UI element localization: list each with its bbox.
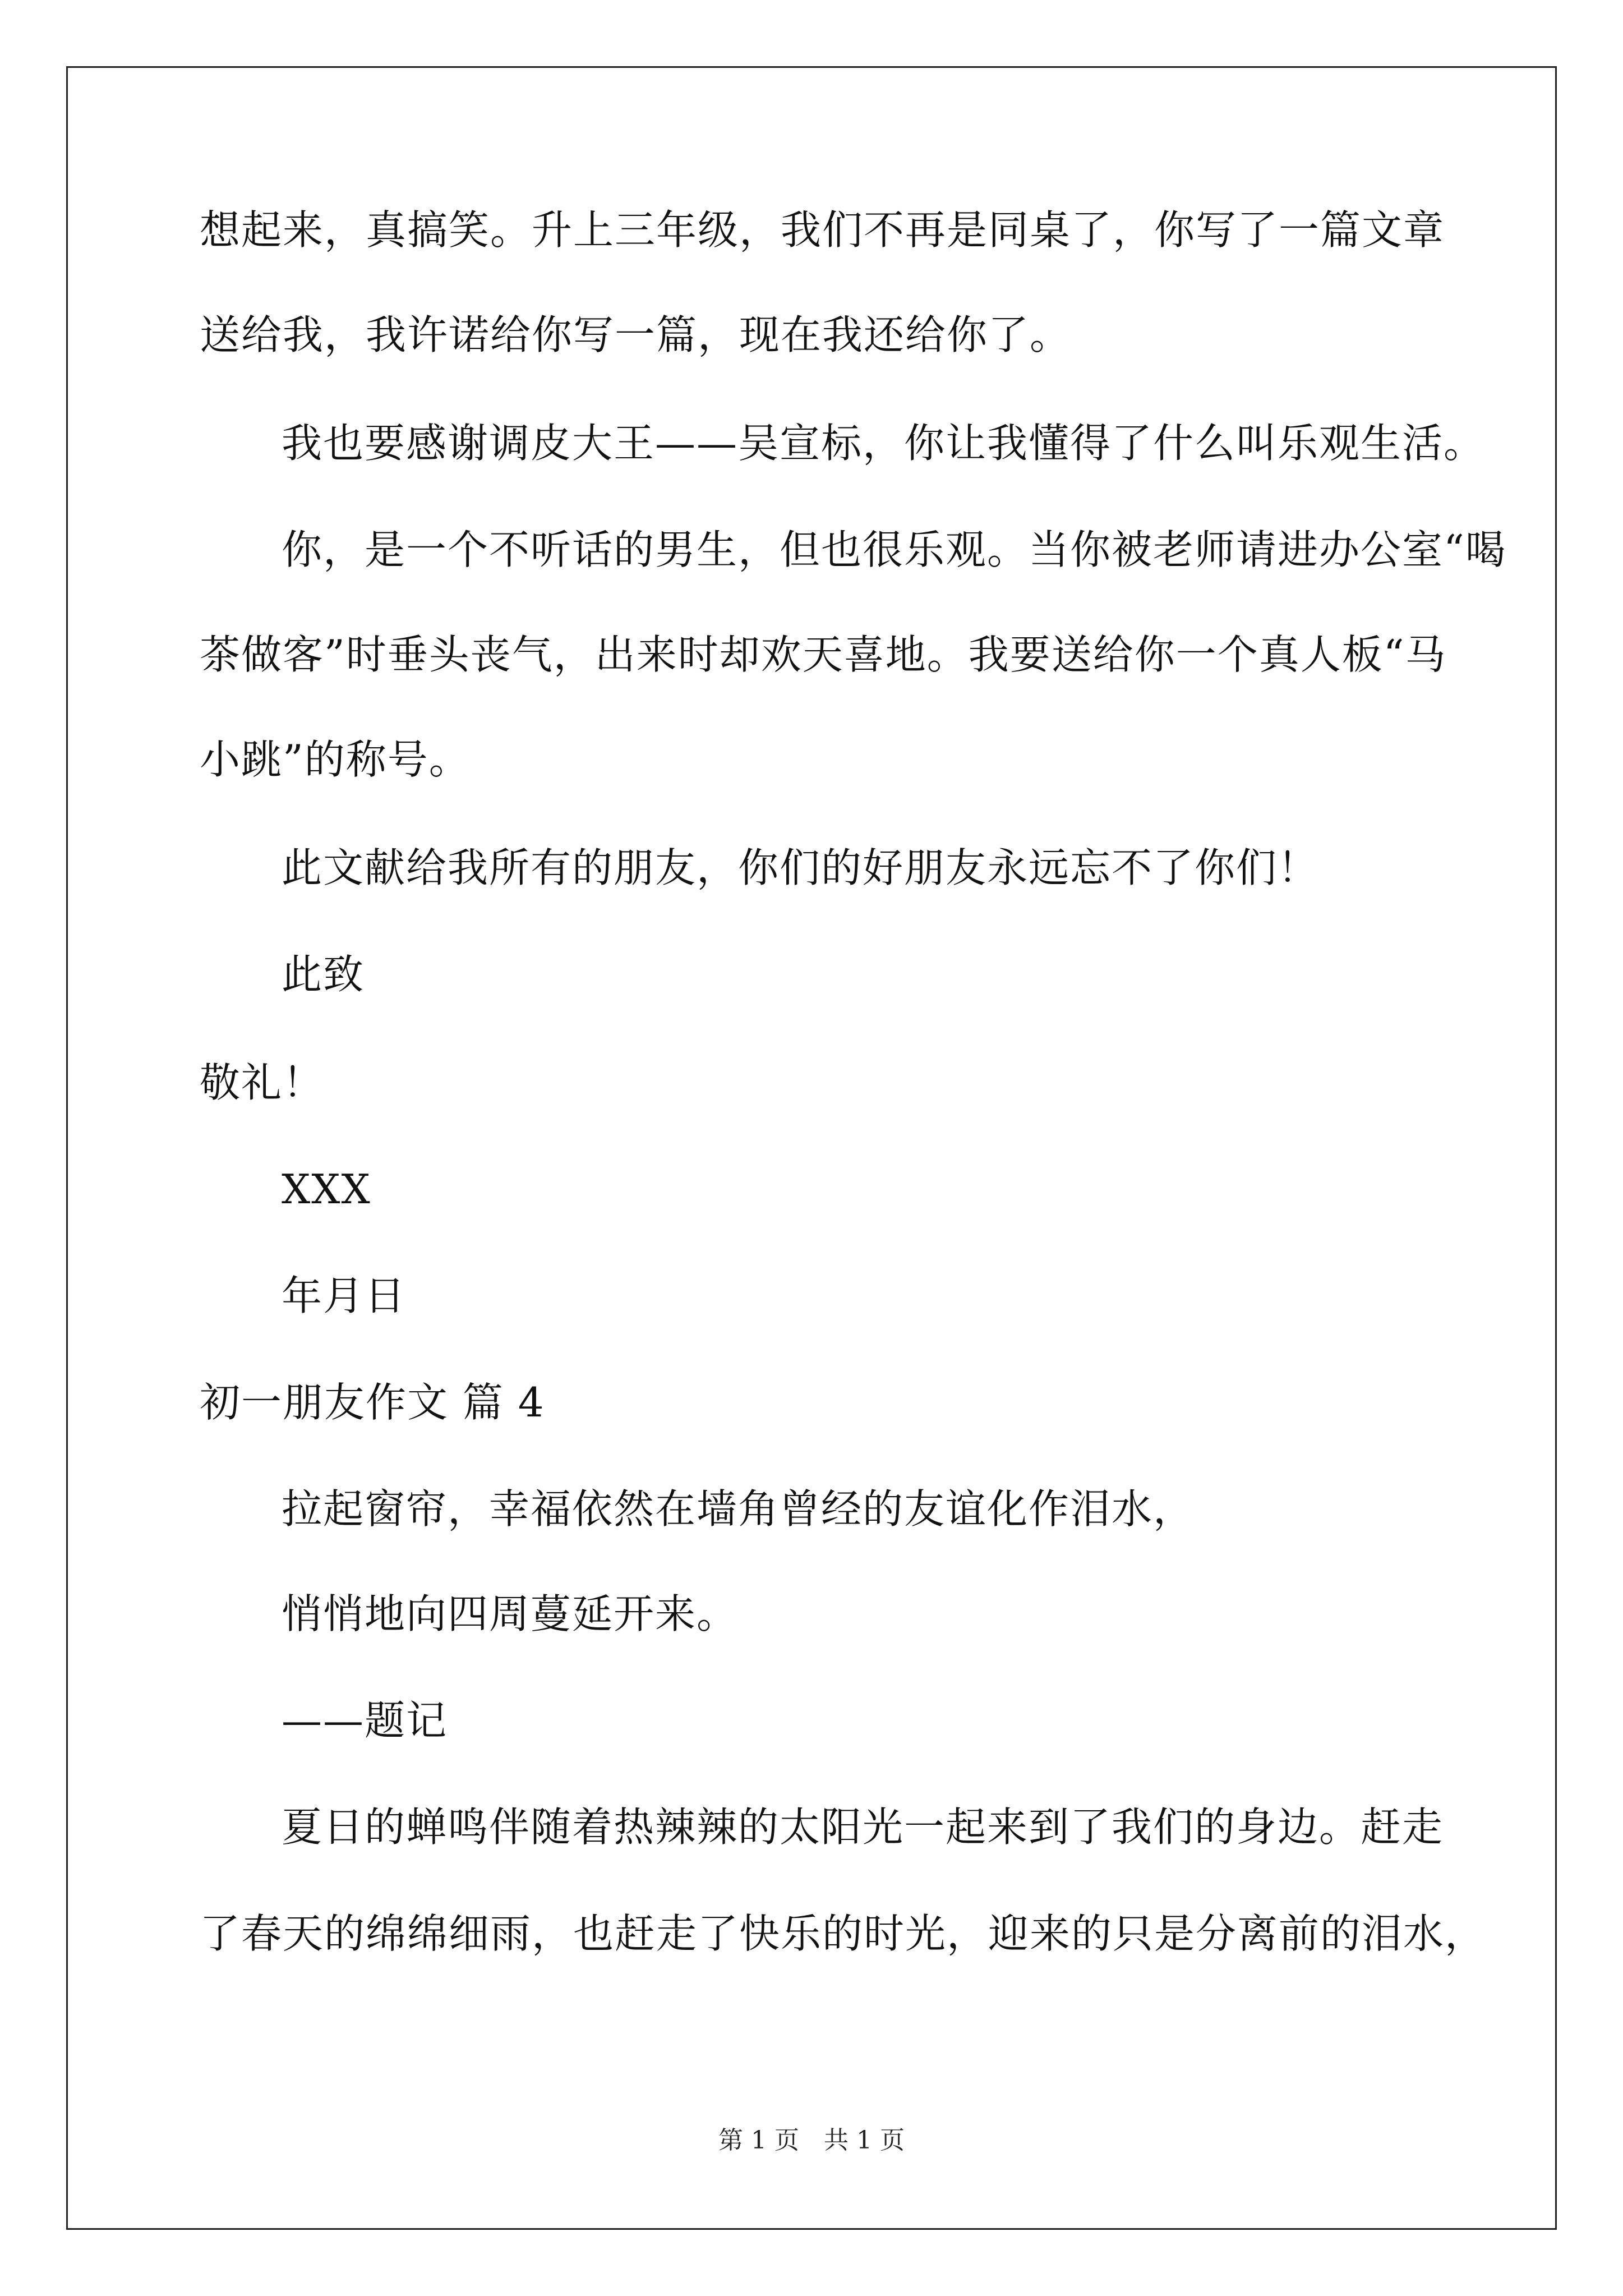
text-line: 我也要感谢调皮大王——吴宣标，你让我懂得了什么叫乐观生活。: [282, 420, 1486, 467]
page-border: [66, 66, 1557, 2230]
text-line: 此致: [282, 951, 365, 998]
section-heading: 初一朋友作文 篇 4: [200, 1379, 545, 1426]
text-line: 年月日: [282, 1272, 407, 1319]
text-line: XXX: [282, 1166, 371, 1213]
text-line: 夏日的蝉鸣伴随着热辣辣的太阳光一起来到了我们的身边。赶走: [282, 1803, 1444, 1851]
text-line: 小跳”的称号。: [200, 736, 471, 783]
text-line: 敬礼！: [200, 1059, 325, 1106]
text-line: 此文献给我所有的朋友，你们的好朋友永远忘不了你们！: [282, 844, 1320, 891]
text-line: ——题记: [282, 1697, 448, 1744]
text-line: 了春天的绵绵细雨，也赶走了快乐的时光，迎来的只是分离前的泪水，: [200, 1910, 1487, 1957]
text-line: 茶做客”时垂头丧气，出来时却欢天喜地。我要送给你一个真人板“马: [200, 631, 1447, 678]
text-line: 拉起窗帘，幸福依然在墙角曾经的友谊化作泪水，: [282, 1485, 1195, 1533]
text-line: 你，是一个不听话的男生，但也很乐观。当你被老师请进办公室“喝: [282, 526, 1507, 573]
page-number: 第 1 页 共 1 页: [718, 2126, 905, 2155]
text-line: 想起来，真搞笑。升上三年级，我们不再是同桌了，你写了一篇文章: [200, 206, 1445, 254]
text-line: 送给我，我许诺给你写一篇，现在我还给你了。: [200, 311, 1072, 358]
text-line: 悄悄地向四周蔓延开来。: [282, 1590, 739, 1637]
